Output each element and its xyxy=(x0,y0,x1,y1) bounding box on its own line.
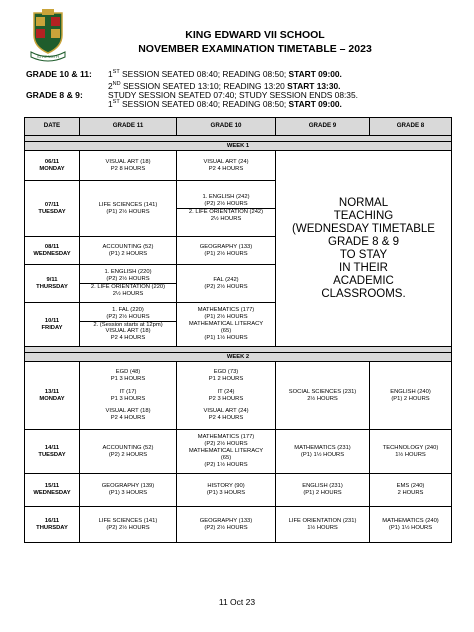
table-row xyxy=(25,151,452,181)
grade-11-cell: EGD (48) P1 3 HOURS IT (17) P1 3 HOURS VISUAL ART (18) P2 4 HOURS xyxy=(80,362,177,430)
table-header-row xyxy=(25,118,452,136)
grade-10-cell: GEOGRAPHY (133) (P2) 2½ HOURS xyxy=(177,507,276,543)
grade-10-cell: EGD (73) P1 2 HOURS IT (24) P2 3 HOURS VISUAL ART (24) P2 4 HOURS xyxy=(177,362,276,430)
grade-9-cell: ENGLISH (231) (P1) 2 HOURS xyxy=(276,474,370,507)
date-cell: 07/11 TUESDAY xyxy=(25,181,80,237)
grade-8-cell: MATHEMATICS (240) (P1) 1½ HOURS xyxy=(370,507,452,543)
grade-10-cell: MATHEMATICS (177) (P2) 2½ HOURS MATHEMATICAL LITERACY (65) (P2) 1½ HOURS xyxy=(177,430,276,474)
date-cell: 15/11 WEDNESDAY xyxy=(25,474,80,507)
grade-8-cell: ENGLISH (240) (P1) 2 HOURS xyxy=(370,362,452,430)
school-name: KING EDWARD VII SCHOOL xyxy=(185,29,325,41)
date-cell: 10/11 FRIDAY xyxy=(25,303,80,347)
school-crest-logo xyxy=(28,7,68,63)
week-2-label: WEEK 2 xyxy=(25,353,452,362)
session-2-line: 2ND SESSION SEATED 13:10; READING 13:20 START 13:30. xyxy=(108,81,341,91)
footer-date: 11 Oct 23 xyxy=(218,597,256,607)
table-row xyxy=(25,507,452,543)
grade-11-cell: ACCOUNTING (52) (P2) 2 HOURS xyxy=(80,430,177,474)
grade-10-cell: HISTORY (90) (P1) 3 HOURS xyxy=(177,474,276,507)
table-row xyxy=(25,474,452,507)
grade-11-cell: GEOGRAPHY (139) (P1) 3 HOURS xyxy=(80,474,177,507)
grade-11-cell: ACCOUNTING (52) (P1) 2 HOURS xyxy=(80,237,177,265)
date-cell: 06/11 MONDAY xyxy=(25,151,80,181)
grade-10-cell: FAL (242) (P2) 2½ HOURS xyxy=(177,265,276,303)
table-row xyxy=(25,362,452,430)
date-cell: 14/11 TUESDAY xyxy=(25,430,80,474)
grade-10-11-label: GRADE 10 & 11: xyxy=(26,69,92,79)
table-row xyxy=(25,430,452,474)
grade-11-cell: LIFE SCIENCES (141) (P1) 2½ HOURS xyxy=(80,181,177,237)
grade-11-cell: VISUAL ART (18) P2 8 HOURS xyxy=(80,151,177,181)
grade-8-cell: TECHNOLOGY (240) 1½ HOURS xyxy=(370,430,452,474)
grade-10-cell: VISUAL ART (24) P2 4 HOURS xyxy=(177,151,276,181)
grade-8-9-label: GRADE 8 & 9: xyxy=(26,90,83,100)
session-1-line-grade-8-9: 1ST SESSION SEATED 08:40; READING 08:50; START 09:00. xyxy=(108,99,342,109)
session-1-line: 1ST SESSION SEATED 08:40; READING 08:50; START 09:00. xyxy=(108,69,342,79)
header-grade-10: GRADE 10 xyxy=(177,118,276,136)
header-date: DATE xyxy=(25,118,80,136)
grade-8-cell: EMS (240) 2 HOURS xyxy=(370,474,452,507)
date-cell: 08/11 WEDNESDAY xyxy=(25,237,80,265)
timetable-title: NOVEMBER EXAMINATION TIMETABLE – 2023 xyxy=(138,43,372,55)
date-cell: 9/11 THURSDAY xyxy=(25,265,80,303)
date-cell: 13/11 MONDAY xyxy=(25,362,80,430)
timetable xyxy=(24,117,452,543)
header-grade-8: GRADE 8 xyxy=(370,118,452,136)
grade-10-cell: GEOGRAPHY (133) (P1) 2½ HOURS xyxy=(177,237,276,265)
study-session-line: STUDY SESSION SEATED 07:40; STUDY SESSION ENDS 08:35. xyxy=(108,90,358,100)
grade-9-cell: MATHEMATICS (231) (P1) 1½ HOURS xyxy=(276,430,370,474)
grade-9-cell: LIFE ORIENTATION (231) 1½ HOURS xyxy=(276,507,370,543)
grade-11-cell: 1. FAL (220) (P2) 2½ HOURS 2. (Session starts at 12pm) VISUAL ART (18) P2 4 HOURS xyxy=(80,303,177,347)
grade-10-cell: 1. ENGLISH (242) (P2) 2½ HOURS 2. LIFE ORIENTATION (242) 2½ HOURS xyxy=(177,181,276,237)
week-1-label: WEEK 1 xyxy=(25,142,452,151)
date-cell: 16/11 THURSDAY xyxy=(25,507,80,543)
normal-teaching-notice: NORMAL TEACHING (WEDNESDAY TIMETABLE GRADE 8 & 9 TO STAY IN THEIR ACADEMIC CLASSROOMS. xyxy=(276,151,452,347)
grade-11-cell: LIFE SCIENCES (141) (P2) 2½ HOURS xyxy=(80,507,177,543)
logo-motto: STRENGTH xyxy=(37,54,59,59)
grade-9-cell: SOCIAL SCIENCES (231) 2½ HOURS xyxy=(276,362,370,430)
grade-10-cell: MATHEMATICS (177) (P1) 2½ HOURS MATHEMATICAL LITERACY (65) (P1) 1½ HOURS xyxy=(177,303,276,347)
header-grade-11: GRADE 11 xyxy=(80,118,177,136)
header-grade-9: GRADE 9 xyxy=(276,118,370,136)
grade-11-cell: 1. ENGLISH (220) (P2) 2½ HOURS 2. LIFE ORIENTATION (220) 2½ HOURS xyxy=(80,265,177,303)
